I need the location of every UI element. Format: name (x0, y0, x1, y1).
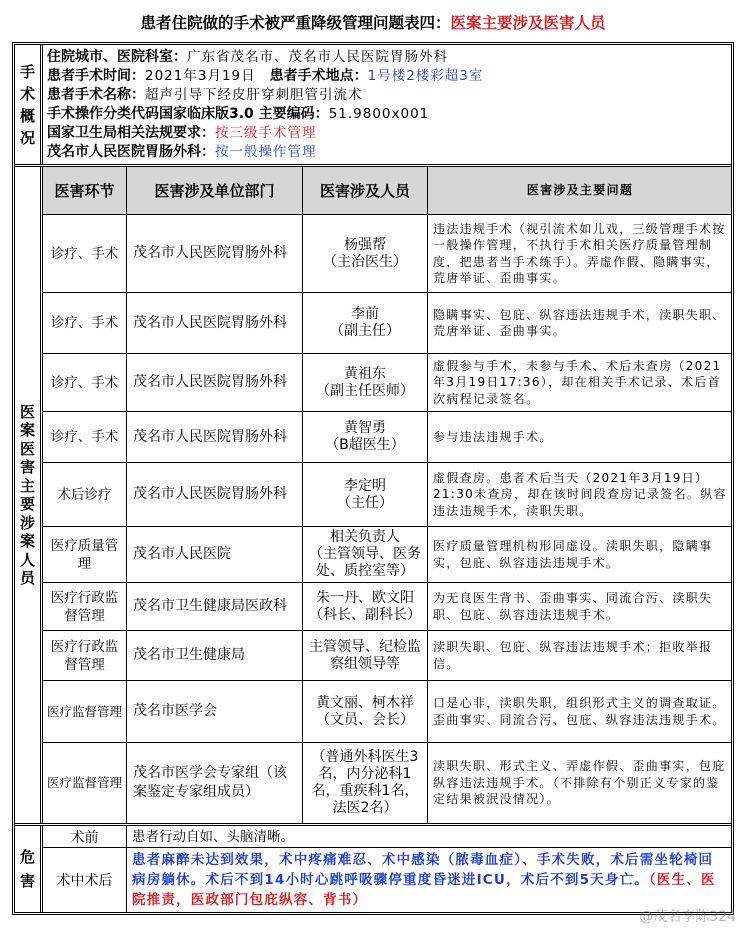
cell-stage (43, 527, 127, 583)
header-persons-text: 医害涉及人员 (319, 182, 410, 200)
overview-line-time-place (47, 67, 727, 86)
stage-text: 医疗监督管理 (46, 775, 122, 790)
stage-text: 诊疗、手术 (50, 245, 119, 262)
regulation-value: 按三级手术管理 (215, 125, 317, 141)
stage-text: 术后诊疗 (57, 486, 112, 503)
person-role: （科长、副科长） (309, 606, 421, 623)
person-name: 朱一丹、欧文阳 (316, 589, 414, 606)
cell-issues (428, 215, 731, 293)
overview-line-surgery-name (47, 86, 727, 105)
overview-line-regulation (47, 124, 727, 143)
header-issues-text: 医害涉及主要问题 (526, 183, 634, 198)
harm-label-text: 危害 (19, 848, 35, 890)
place-label: 患者手术地点： (269, 68, 368, 84)
header-unit-text: 医害涉及单位部门 (154, 182, 275, 200)
cell-issues (428, 631, 731, 681)
title-main: 患者住院做的手术被严重降级管理问题表四： (140, 14, 451, 32)
issue-text: 为无良医生背书、歪曲事实、同流合污、渎职失职、包庇、纵容违法违规手术。 (433, 591, 713, 622)
city-value: 广东省茂名市、茂名市人民医院胃肠外科 (187, 49, 448, 65)
cell-issues (428, 354, 731, 412)
persons-section (15, 167, 731, 826)
place-value: 1号楼2楼彩超3室 (367, 68, 484, 84)
code-value: 51.9800x001 (328, 106, 430, 122)
issue-text: 医疗质量管理机构形同虚设。渎职失职，隐瞒事实，包庇、纵容违法违规手术。 (433, 539, 713, 570)
overview-side-label (15, 45, 43, 164)
regulation-label: 国家卫生局相关法规要求： (47, 125, 215, 141)
cell-issues (428, 743, 731, 823)
stage-text: 诊疗、手术 (50, 315, 119, 331)
cell-unit (127, 527, 303, 583)
issue-text: 违法违规手术（视引流术如儿戏，三级管理手术按一般操作管理，不执行手术相关医疗质量管理制度，把患者当手术练手）。弄虚作假、隐瞒事实，荒唐举证、歪曲事实。 (433, 221, 726, 285)
harm-side-label (15, 826, 43, 912)
code-label: 手术操作分类代码国家临床版3.0 主要编码： (47, 106, 329, 122)
surgery-name-value: 超声引导下经皮肝穿刺胆管引流术 (145, 87, 363, 103)
cell-persons (303, 293, 428, 354)
cell-stage (43, 293, 127, 354)
cell-persons (303, 583, 428, 631)
overview-line-city (47, 48, 727, 67)
watermark-text: @茂名李陈324 (639, 909, 736, 925)
cell-issues (428, 412, 731, 463)
cell-persons (303, 527, 428, 583)
unit-text: 茂名市医学会专家组（该案鉴定专家组成员） (133, 765, 287, 800)
harm-stage-text: 术中术后 (56, 873, 113, 889)
overview-line-code (47, 105, 727, 124)
cell-harm-stage (43, 826, 127, 848)
cell-persons (303, 463, 428, 527)
issue-text: 渎职失职、包庇、纵容违法违规手术；拒收举报信。 (433, 640, 713, 671)
persons-side-label (15, 167, 43, 823)
unit-text: 茂名市人民医院胃肠外科 (133, 374, 287, 390)
person-name: 相关负责人 (330, 529, 400, 545)
department-label: 茂名市人民医院胃肠外科： (47, 144, 215, 160)
cell-unit (127, 354, 303, 412)
person-name: 黄智勇 (344, 420, 386, 436)
city-label: 住院城市、医院科室： (47, 49, 187, 65)
cell-persons (303, 631, 428, 681)
cell-persons (303, 215, 428, 293)
harm-note: （医生、医院推责，医政部门包庇纵容、背书） (132, 872, 716, 908)
stage-text: 诊疗、手术 (50, 374, 119, 391)
stage-text: 医疗行政监督管理 (50, 589, 119, 624)
issue-text: 渎职失职、形式主义、弄虚作假、歪曲事实，包庇纵容违法违规手术。（不排除有个别正义专家的鉴定结果被泯没情况）。 (433, 759, 726, 807)
unit-text: 茂名市人民医院 (133, 546, 231, 562)
cell-stage (43, 412, 127, 463)
person-name: 主管领导、纪检监察组领导等 (309, 638, 421, 672)
overview-body (43, 45, 731, 164)
cell-unit (127, 463, 303, 527)
header-persons (303, 167, 428, 215)
issue-text: 虚假查房。患者术后当天（2021年3月19日）21:30未查房，却在该时间段查房记录签名。纵容违法违规手术，渎职失职。 (433, 470, 727, 518)
stage-text: 医疗行政监督管理 (50, 638, 119, 673)
persons-label-text: 医案医害主要涉案人员 (19, 402, 35, 587)
header-unit (127, 167, 303, 215)
surgery-name-label: 患者手术名称： (47, 87, 145, 103)
document-table (12, 42, 734, 915)
person-name: 黄文丽、柯木祥 (316, 694, 414, 711)
person-name: 黄祖东 (344, 365, 386, 382)
cell-stage (43, 354, 127, 412)
issue-text: 虚假参与手术，未参与手术、术后未查房（2021年3月19日17:36），却在相关手术记录、术后首次病程记录签名。 (433, 358, 722, 406)
stage-text: 医疗质量管理 (50, 537, 119, 572)
cell-issues (428, 293, 731, 354)
person-name: 李前 (351, 306, 379, 322)
unit-text: 茂名市人民医院胃肠外科 (133, 486, 287, 502)
header-stage-text: 医害环节 (54, 182, 115, 200)
cell-unit (127, 215, 303, 293)
cell-stage (43, 583, 127, 631)
header-stage (43, 167, 127, 215)
cell-persons (303, 681, 428, 743)
unit-text: 茂名市卫生健康局 (133, 647, 245, 663)
person-role: （主任） (337, 494, 393, 511)
cell-stage (43, 681, 127, 743)
overview-line-department (47, 143, 727, 162)
person-name: 杨强帮 (344, 236, 386, 253)
person-role: （主管领导、医务处、质控室等） (309, 546, 421, 579)
person-name: 李定明 (344, 477, 386, 494)
cell-stage (43, 631, 127, 681)
issue-text: 隐瞒事实、包庇、纵容违法违规手术，渎职失职、荒唐举证、歪曲事实。 (433, 307, 726, 338)
page-title (0, 12, 746, 34)
department-value: 按一般操作管理 (215, 144, 317, 160)
cell-issues (428, 463, 731, 527)
unit-text: 茂名市人民医院胃肠外科 (133, 428, 287, 445)
cell-stage (43, 463, 127, 527)
cell-stage (43, 743, 127, 823)
harm-description: 患者麻醉未达到效果，术中疼痛难忍、术中感染（脓毒血症）、手术失败，术后需坐轮椅回病房躺休。术后不到14小时心跳呼吸骤停重度昏迷进ICU，术后不到5天身亡。 (132, 852, 714, 888)
persons-table (43, 167, 731, 823)
cell-persons (303, 743, 428, 823)
overview-label-text: 手术概况 (19, 62, 35, 147)
title-highlight: 医案主要涉及医害人员 (450, 14, 606, 32)
unit-text: 茂名市医学会 (133, 703, 217, 719)
harm-description: 患者行动自如、头脑清晰。 (132, 828, 294, 845)
cell-unit (127, 681, 303, 743)
issue-text: 口是心非，渎职失职，组织形式主义的调查取证。歪曲事实、同流合污、包庇、纵容违法违规手术。 (433, 696, 726, 727)
person-role: （主治医生） (323, 253, 407, 270)
cell-issues (428, 527, 731, 583)
stage-text: 诊疗、手术 (50, 429, 119, 445)
overview-section (15, 45, 731, 167)
cell-unit (127, 631, 303, 681)
cell-persons (303, 412, 428, 463)
cell-unit (127, 412, 303, 463)
person-role: （副主任医师） (316, 382, 414, 399)
person-name: （普通外科医生3名，内分泌科1名，重疾科1名，法医2名） (311, 749, 419, 816)
person-role: （B超医生） (325, 437, 405, 453)
cell-unit (127, 293, 303, 354)
cell-unit (127, 743, 303, 823)
unit-text: 茂名市人民医院胃肠外科 (133, 314, 287, 331)
header-issues (428, 167, 731, 215)
cell-harm-text (127, 826, 731, 848)
harm-table (43, 826, 731, 912)
cell-issues (428, 681, 731, 743)
time-label: 患者手术时间： (47, 68, 145, 84)
person-role: （副主任） (330, 323, 400, 339)
stage-text: 医疗监督管理 (46, 703, 122, 719)
time-value: 2021年3月19日 (145, 68, 256, 84)
cell-persons (303, 354, 428, 412)
person-role: （文员、会长） (316, 711, 414, 728)
cell-stage (43, 215, 127, 293)
cell-harm-stage (43, 848, 127, 912)
unit-text: 茂名市卫生健康局医政科 (133, 598, 287, 614)
cell-harm-text (127, 848, 731, 912)
harm-stage-text: 术前 (70, 829, 99, 846)
harm-section (15, 826, 731, 912)
unit-text: 茂名市人民医院胃肠外科 (133, 245, 287, 261)
cell-unit (127, 583, 303, 631)
cell-issues (428, 583, 731, 631)
issue-text: 参与违法违规手术。 (433, 429, 553, 444)
harm-paragraph (132, 850, 726, 910)
